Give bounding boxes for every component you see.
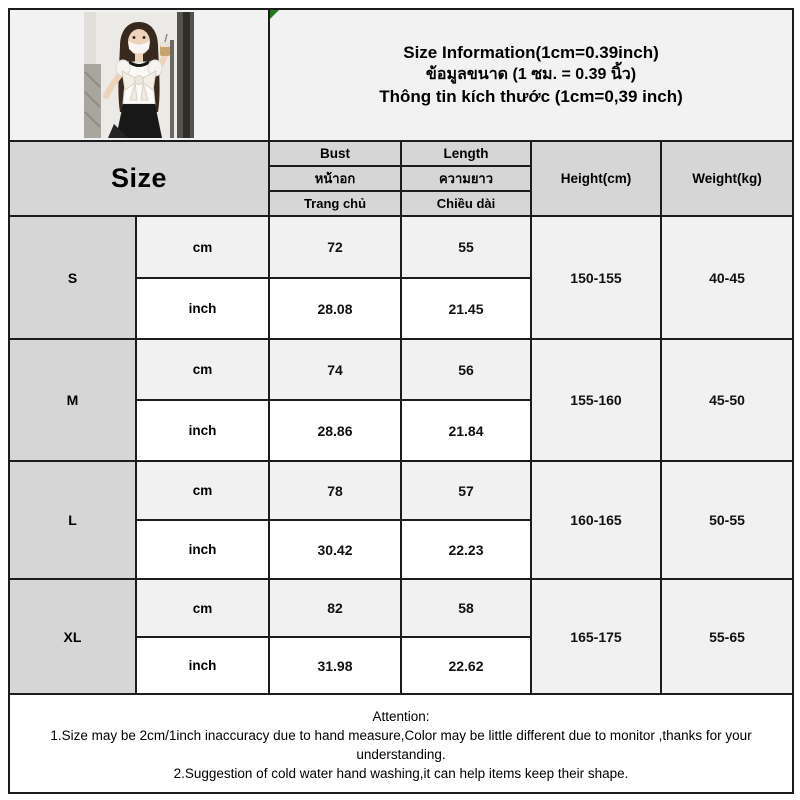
title-cell: [269, 9, 793, 141]
size-label-s: S: [9, 216, 136, 339]
table-row-s-cm: [9, 216, 793, 278]
title-english: Size Information(1cm=0.39inch): [403, 43, 659, 62]
corner-flag-icon: [270, 10, 279, 19]
bust-cm-m: 74: [269, 339, 401, 400]
unit-cm: cm: [136, 216, 269, 278]
length-inch-l: 22.23: [401, 520, 531, 579]
weight-header: Weight(kg): [661, 141, 793, 216]
attention-note-2: 2.Suggestion of cold water hand washing,it can help items keep their shape.: [173, 766, 629, 781]
height-m: 155-160: [531, 339, 661, 461]
height-s: 150-155: [531, 216, 661, 339]
unit-cm: cm: [136, 461, 269, 520]
bust-cm-xl: 82: [269, 579, 401, 637]
attention-section: [9, 694, 793, 793]
table-row-m-cm: [9, 339, 793, 400]
length-inch-xl: 22.62: [401, 637, 531, 694]
unit-inch: inch: [136, 400, 269, 461]
length-cm-xl: 58: [401, 579, 531, 637]
bust-cm-l: 78: [269, 461, 401, 520]
unit-cm: cm: [136, 579, 269, 637]
length-cm-l: 57: [401, 461, 531, 520]
unit-inch: inch: [136, 637, 269, 694]
length-inch-s: 21.45: [401, 278, 531, 339]
table-row-xl-cm: [9, 579, 793, 637]
weight-m: 45-50: [661, 339, 793, 461]
unit-inch: inch: [136, 520, 269, 579]
length-header-th: ความยาว: [401, 166, 531, 191]
table-row-l-cm: [9, 461, 793, 520]
unit-inch: inch: [136, 278, 269, 339]
size-column-header: Size: [9, 141, 269, 216]
title-thai: ข้อมูลขนาด (1 ซม. = 0.39 นิ้ว): [425, 66, 637, 83]
height-xl: 165-175: [531, 579, 661, 694]
bust-inch-s: 28.08: [269, 278, 401, 339]
weight-l: 50-55: [661, 461, 793, 579]
size-label-m: M: [9, 339, 136, 461]
attention-heading: Attention:: [372, 709, 430, 724]
bust-inch-xl: 31.98: [269, 637, 401, 694]
length-header-en: Length: [401, 141, 531, 166]
size-chart-table: [8, 8, 794, 794]
weight-xl: 55-65: [661, 579, 793, 694]
length-header-vi: Chiều dài: [401, 191, 531, 216]
attention-note-1: 1.Size may be 2cm/1inch inaccuracy due to hand measure,Color may be little different due to monitor ,thanks for your understanding.: [50, 728, 752, 762]
size-label-l: L: [9, 461, 136, 579]
height-l: 160-165: [531, 461, 661, 579]
title-vietnamese: Thông tin kích thước (1cm=0,39 inch): [379, 87, 683, 106]
length-inch-m: 21.84: [401, 400, 531, 461]
length-cm-s: 55: [401, 216, 531, 278]
bust-header-en: Bust: [269, 141, 401, 166]
bust-cm-s: 72: [269, 216, 401, 278]
height-header: Height(cm): [531, 141, 661, 216]
weight-s: 40-45: [661, 216, 793, 339]
unit-cm: cm: [136, 339, 269, 400]
product-photo-cell: [9, 9, 269, 141]
bust-header-vi: Trang chủ: [269, 191, 401, 216]
bust-header-th: หน้าอก: [269, 166, 401, 191]
length-cm-m: 56: [401, 339, 531, 400]
size-chart-sheet: [8, 8, 792, 792]
size-label-xl: XL: [9, 579, 136, 694]
bust-inch-l: 30.42: [269, 520, 401, 579]
product-photo: [84, 12, 194, 138]
bust-inch-m: 28.86: [269, 400, 401, 461]
